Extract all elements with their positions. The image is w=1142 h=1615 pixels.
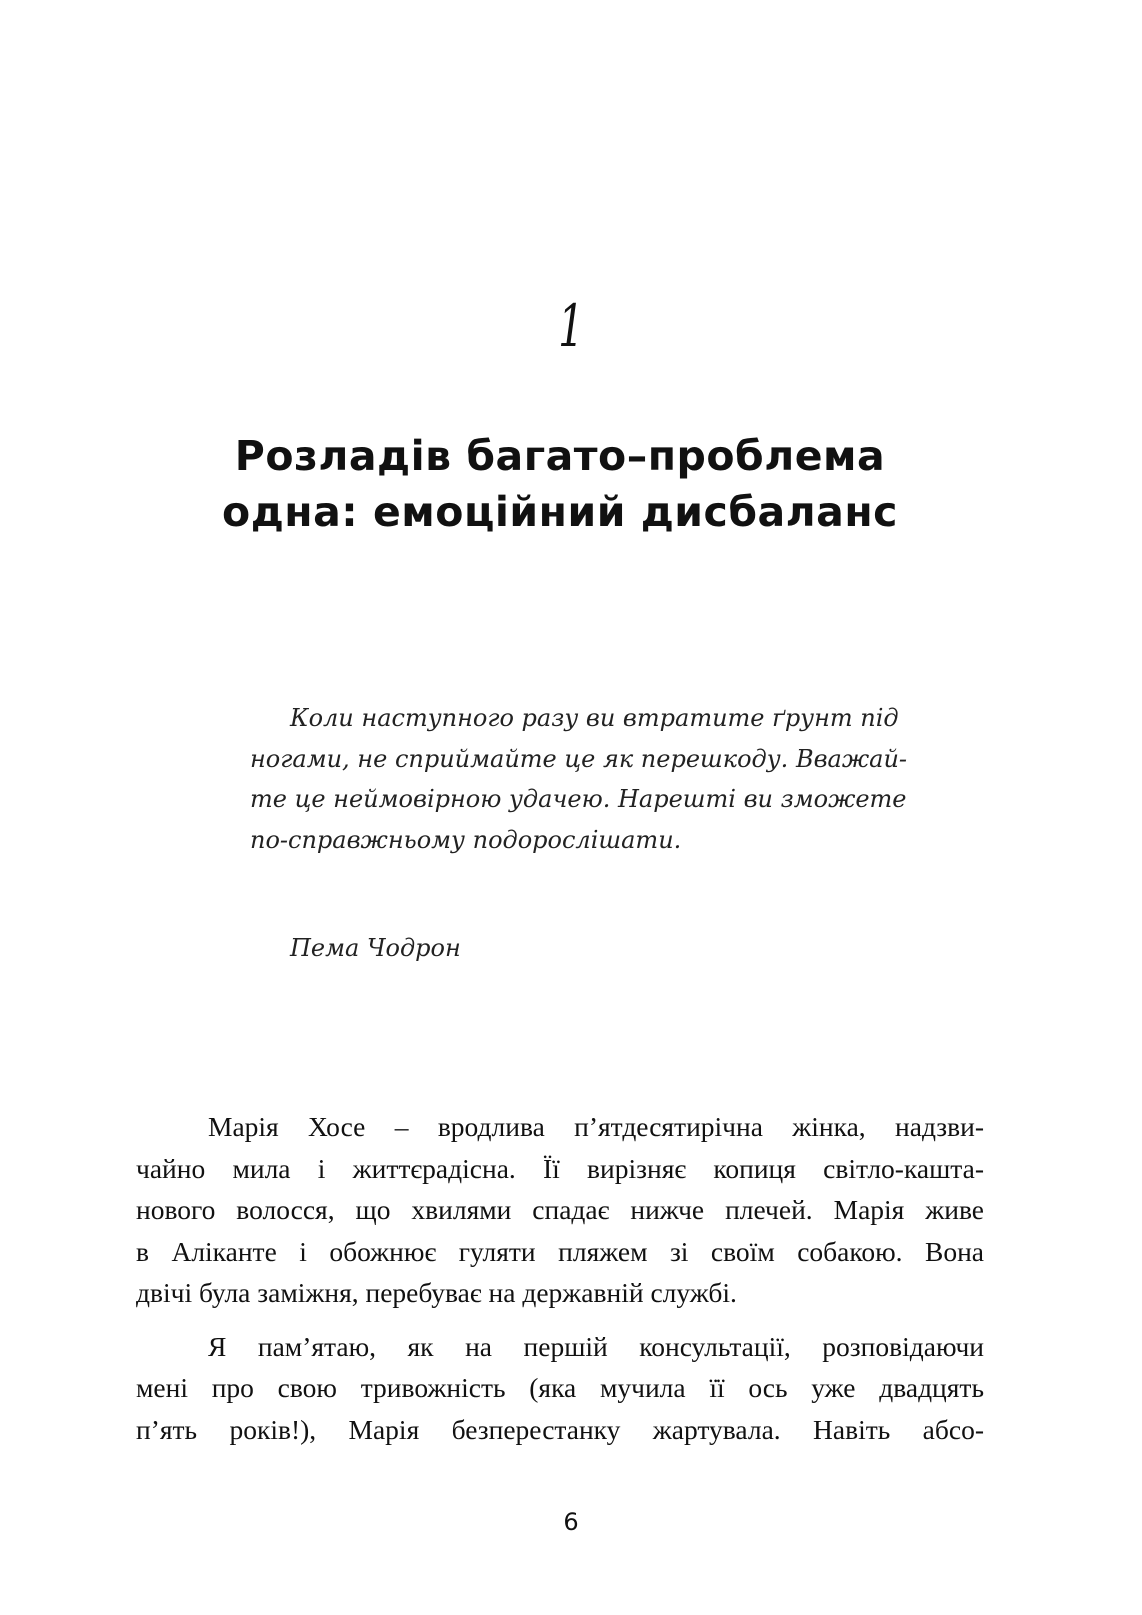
epigraph-line: те це неймовірною удачею. Нарешті ви зможете xyxy=(250,785,907,813)
chapter-title-line: Розладів багато–проблема xyxy=(234,432,886,480)
paragraph xyxy=(136,1326,984,1451)
text-line: чайно мила і життєрадісна. Її вирізняє копиця світло-кашта- xyxy=(136,1152,984,1184)
paragraph xyxy=(136,1106,984,1314)
epigraph-line: по-справжньому подорослішати. xyxy=(250,825,682,854)
text-line: в Аліканте і обожнює гуляти пляжем зі своїм собакою. Вона xyxy=(136,1235,984,1267)
text-line: нового волосся, що хвилями спадає нижче плечей. Марія живе xyxy=(136,1194,984,1225)
epigraph xyxy=(250,698,965,860)
text-line: п’ять років!), Марія безперестанку жартувала. Навіть абсо- xyxy=(136,1413,984,1445)
epigraph-line: ногами, не сприймайте це як перешкоду. Вважай- xyxy=(250,744,908,773)
chapter-title-line: одна: емоційний дисбаланс xyxy=(222,488,898,536)
text-line: Марія Хосе – вродлива п’ятдесятирічна жінка, надзви- xyxy=(208,1111,984,1142)
text-line: Я пам’ятаю, як на першій консультації, розповідаючи xyxy=(208,1330,984,1362)
chapter-number: 1 xyxy=(558,292,584,360)
text-line: двічі була заміжня, перебуває на державній службі. xyxy=(136,1277,737,1308)
chapter-title xyxy=(130,428,990,540)
page-number: 6 xyxy=(563,1508,579,1536)
epigraph-author: Пема Чодрон xyxy=(290,934,461,962)
text-line: мені про свою тривожність (яка мучила її ось уже двадцять xyxy=(136,1372,984,1403)
body-text xyxy=(136,1106,984,1450)
epigraph-line: Коли наступного разу ви втратите ґрунт під xyxy=(290,704,899,732)
